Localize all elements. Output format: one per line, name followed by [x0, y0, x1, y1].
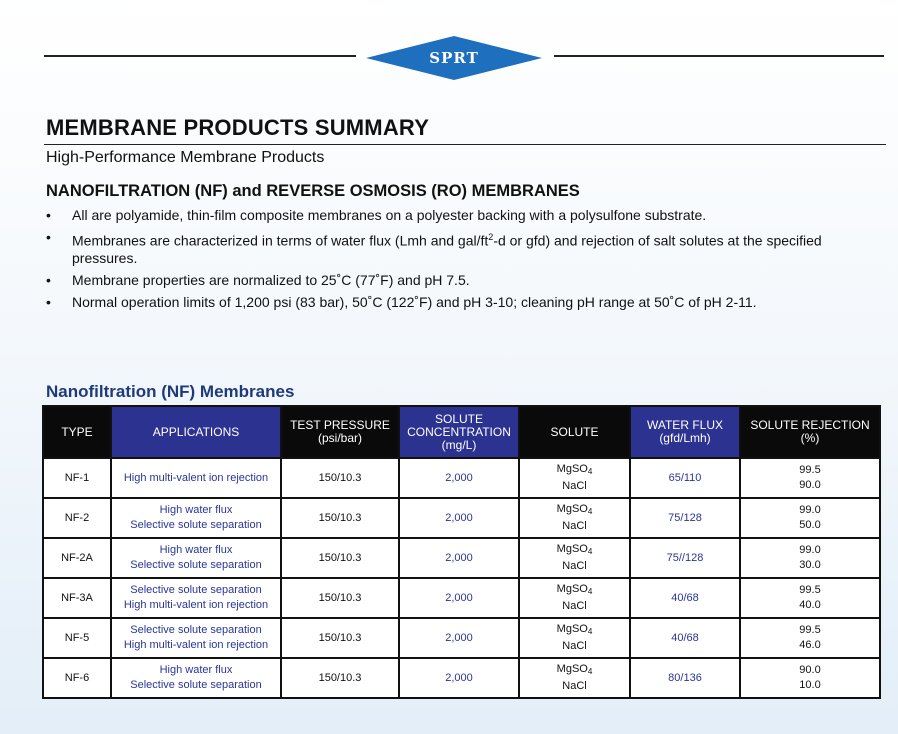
header-rule-right — [554, 55, 884, 57]
cell-solute: MgSO$_4$ NaCl — [519, 458, 630, 498]
cell-test-pressure: 150/10.3 — [281, 458, 399, 498]
table-row — [43, 578, 880, 618]
cell-solute-concentration: 2,000 — [399, 538, 519, 578]
header-solute-concentration: SOLUTE CONCENTRATION (mg/L) — [399, 406, 519, 458]
cell-applications: High water flux Selective solute separation — [111, 538, 281, 578]
page-title: MEMBRANE PRODUCTS SUMMARY — [46, 115, 430, 140]
cell-solute-rejection: 99.0 30.0 — [740, 538, 880, 578]
cell-solute-rejection: 99.5 90.0 — [740, 458, 880, 498]
cell-type: NF-2A — [43, 538, 111, 578]
cell-water-flux: 75/128 — [630, 498, 740, 538]
cell-solute: MgSO$_4$ NaCl — [519, 538, 630, 578]
cell-test-pressure: 150/10.3 — [281, 578, 399, 618]
cell-water-flux: 40/68 — [630, 618, 740, 658]
bullet-item: • Membrane properties are normalized to 25˚C (77˚F) and pH 7.5. — [46, 272, 866, 289]
cell-test-pressure: 150/10.3 — [281, 658, 399, 698]
page-subtitle: High-Performance Membrane Products — [46, 149, 325, 166]
bullet-list — [46, 207, 866, 316]
cell-applications: Selective solute separation High multi-valent ion rejection — [111, 578, 281, 618]
nf-table-heading: Nanofiltration (NF) Membranes — [46, 382, 295, 401]
table-row — [43, 458, 880, 498]
cell-solute-rejection: 99.5 40.0 — [740, 578, 880, 618]
sprt-logo-text: SPRT — [429, 49, 479, 67]
cell-solute-concentration: 2,000 — [399, 458, 519, 498]
cell-test-pressure: 150/10.3 — [281, 498, 399, 538]
header-applications: APPLICATIONS — [111, 406, 281, 458]
cell-solute: MgSO$_4$ NaCl — [519, 618, 630, 658]
nf-membranes-table — [42, 405, 881, 699]
cell-applications: High water flux Selective solute separation — [111, 658, 281, 698]
table-header-row — [43, 406, 880, 458]
cell-type: NF-3A — [43, 578, 111, 618]
header-test-pressure: TEST PRESSURE (psi/bar) — [281, 406, 399, 458]
cell-applications: High multi-valent ion rejection — [111, 458, 281, 498]
header-solute-rejection: SOLUTE REJECTION (%) — [740, 406, 880, 458]
cell-test-pressure: 150/10.3 — [281, 618, 399, 658]
header-rule-left — [44, 55, 356, 57]
header-solute: SOLUTE — [519, 406, 630, 458]
bullet-item: • Normal operation limits of 1,200 psi (83 bar), 50˚C (122˚F) and pH 3-10; cleaning pH range at 50˚C of pH 2-11. — [46, 294, 866, 311]
cell-water-flux: 40/68 — [630, 578, 740, 618]
table-row — [43, 658, 880, 698]
cell-solute: MgSO$_4$ NaCl — [519, 578, 630, 618]
cell-solute-rejection: 99.0 50.0 — [740, 498, 880, 538]
cell-solute-concentration: 2,000 — [399, 498, 519, 538]
bullet-item: • Membranes are characterized in terms of water flux (Lmh and gal/$ft^2-d$ or gfd) and rejection of salt solutes at the specified pressures. — [46, 229, 866, 267]
cell-solute: MgSO$_4$ NaCl — [519, 658, 630, 698]
table-row — [43, 538, 880, 578]
section-heading: NANOFILTRATION (NF) and REVERSE OSMOSIS (RO) MEMBRANES — [46, 182, 580, 200]
cell-solute-concentration: 2,000 — [399, 658, 519, 698]
table-row — [43, 498, 880, 538]
header-water-flux: WATER FLUX (gfd/Lmh) — [630, 406, 740, 458]
cell-applications: High water flux Selective solute separation — [111, 498, 281, 538]
cell-type: NF-5 — [43, 618, 111, 658]
cell-solute-concentration: 2,000 — [399, 618, 519, 658]
header-type: TYPE — [43, 406, 111, 458]
table-row — [43, 618, 880, 658]
cell-test-pressure: 150/10.3 — [281, 538, 399, 578]
bullet-item: • All are polyamide, thin-film composite membranes on a polyester backing with a polysulfone substrate. — [46, 207, 866, 224]
cell-type: NF-6 — [43, 658, 111, 698]
cell-solute-concentration: 2,000 — [399, 578, 519, 618]
cell-solute: MgSO$_4$ NaCl — [519, 498, 630, 538]
cell-type: NF-1 — [43, 458, 111, 498]
cell-solute-rejection: 99.5 46.0 — [740, 618, 880, 658]
cell-water-flux: 80/136 — [630, 658, 740, 698]
title-rule — [44, 144, 886, 145]
cell-solute-rejection: 90.0 10.0 — [740, 658, 880, 698]
cell-type: NF-2 — [43, 498, 111, 538]
cell-applications: Selective solute separation High multi-valent ion rejection — [111, 618, 281, 658]
cell-water-flux: 75//128 — [630, 538, 740, 578]
cell-water-flux: 65/110 — [630, 458, 740, 498]
